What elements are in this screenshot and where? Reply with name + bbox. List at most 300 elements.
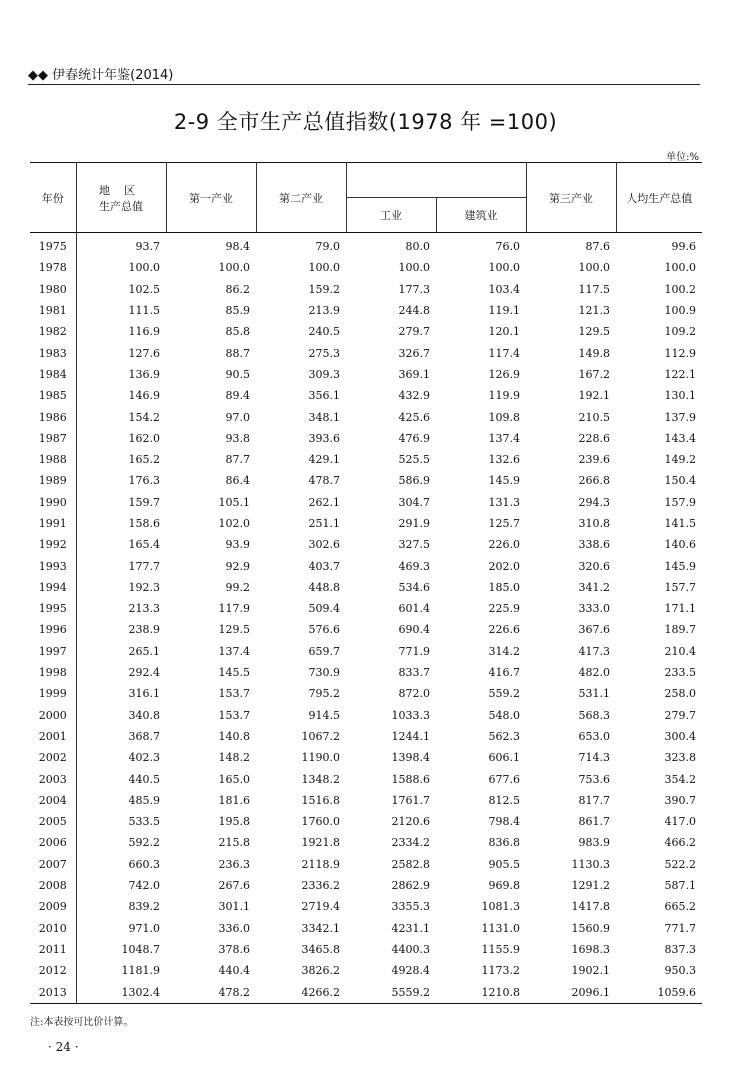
header-tertiary: 第三产业 bbox=[526, 163, 616, 233]
cell-secondary: 1190.0 bbox=[301, 751, 340, 765]
cell-year: 2009 bbox=[30, 896, 76, 917]
cell-secondary: 348.1 bbox=[308, 410, 340, 424]
cell-gdp: 1181.9 bbox=[121, 964, 160, 978]
cell-gdp: 660.3 bbox=[128, 857, 160, 871]
cell-industry: 5559.2 bbox=[346, 981, 436, 1003]
cell-primary: 378.6 bbox=[218, 942, 250, 956]
cell-gdp: 238.9 bbox=[128, 623, 160, 637]
cell-tertiary: 1130.3 bbox=[571, 857, 610, 871]
cell-industry: 534.6 bbox=[398, 580, 430, 594]
cell-tertiary: 568.3 bbox=[578, 708, 610, 722]
page-number: · 24 · bbox=[48, 1040, 79, 1054]
cell-year: 1985 bbox=[30, 385, 76, 406]
cell-construction: 1173.2 bbox=[481, 964, 520, 978]
table-row bbox=[30, 364, 702, 385]
cell-per-capita: 189.7 bbox=[664, 623, 696, 637]
table-row bbox=[30, 470, 702, 491]
cell-primary: 195.8 bbox=[218, 815, 250, 829]
cell-per-capita: 950.3 bbox=[664, 964, 696, 978]
cell-tertiary: 1902.1 bbox=[571, 964, 610, 978]
cell-year: 1981 bbox=[30, 300, 76, 321]
cell-gdp: 340.8 bbox=[128, 708, 160, 722]
cell-year: 2004 bbox=[30, 790, 76, 811]
table-row bbox=[30, 705, 702, 726]
cell-tertiary: 983.9 bbox=[578, 836, 610, 850]
cell-per-capita: 157.9 bbox=[664, 495, 696, 509]
cell-primary: 88.7 bbox=[225, 346, 250, 360]
cell-gdp: 102.5 bbox=[128, 282, 160, 296]
cell-tertiary: 753.6 bbox=[578, 772, 610, 786]
cell-per-capita: 1059.6 bbox=[616, 981, 702, 1003]
cell-primary: 102.0 bbox=[218, 517, 250, 530]
cell-year: 2007 bbox=[30, 854, 76, 875]
cell-industry: 369.1 bbox=[398, 367, 430, 381]
cell-year: 1993 bbox=[30, 555, 76, 576]
cell-tertiary: 1291.2 bbox=[571, 879, 610, 893]
cell-primary: 86.2 bbox=[225, 282, 250, 296]
cell-primary: 97.0 bbox=[225, 410, 250, 424]
cell-secondary: 356.1 bbox=[308, 389, 340, 403]
cell-secondary: 3342.1 bbox=[301, 921, 340, 935]
cell-industry: 833.7 bbox=[398, 666, 430, 680]
cell-year: 1998 bbox=[30, 662, 76, 683]
cell-gdp: 154.2 bbox=[128, 410, 160, 424]
table-body bbox=[30, 233, 702, 1004]
cell-construction: 798.4 bbox=[488, 815, 520, 829]
cell-per-capita: 210.4 bbox=[664, 644, 696, 658]
cell-tertiary: 266.8 bbox=[578, 474, 610, 488]
cell-primary: 301.1 bbox=[218, 900, 250, 914]
cell-secondary: 2118.9 bbox=[301, 857, 340, 871]
book-header: ◆◆ 伊春统计年鉴(2014) bbox=[28, 68, 174, 83]
cell-secondary: 795.2 bbox=[308, 687, 340, 701]
cell-tertiary: 338.6 bbox=[578, 538, 610, 552]
cell-year: 2003 bbox=[30, 768, 76, 789]
cell-gdp: 158.6 bbox=[128, 517, 160, 530]
cell-year: 1987 bbox=[30, 428, 76, 449]
cell-per-capita: 300.4 bbox=[664, 729, 696, 743]
table-row bbox=[30, 321, 702, 342]
cell-industry: 4231.1 bbox=[391, 921, 430, 935]
cell-secondary: 403.7 bbox=[308, 559, 340, 573]
cell-gdp: 1302.4 bbox=[76, 981, 166, 1003]
cell-secondary: 1348.2 bbox=[301, 772, 340, 786]
cell-gdp: 146.9 bbox=[128, 389, 160, 403]
cell-industry: 279.7 bbox=[398, 325, 430, 339]
cell-per-capita: 100.2 bbox=[664, 282, 696, 296]
cell-construction: 125.7 bbox=[488, 517, 520, 530]
cell-primary: 153.7 bbox=[218, 687, 250, 701]
cell-primary: 181.6 bbox=[218, 793, 250, 807]
cell-year: 1990 bbox=[30, 492, 76, 513]
cell-per-capita: 109.2 bbox=[664, 325, 696, 339]
cell-secondary: 262.1 bbox=[308, 495, 340, 509]
cell-year: 1994 bbox=[30, 577, 76, 598]
cell-industry: 432.9 bbox=[398, 389, 430, 403]
cell-construction: 119.1 bbox=[488, 304, 520, 318]
cell-year: 2010 bbox=[30, 918, 76, 939]
cell-secondary: 1760.0 bbox=[301, 815, 340, 829]
cell-primary: 215.8 bbox=[218, 836, 250, 850]
cell-gdp: 165.4 bbox=[128, 538, 160, 552]
cell-per-capita: 100.9 bbox=[664, 304, 696, 318]
table-row bbox=[30, 854, 702, 875]
cell-primary: 148.2 bbox=[218, 751, 250, 765]
cell-construction: 202.0 bbox=[488, 559, 520, 573]
cell-construction: 100.0 bbox=[488, 261, 520, 275]
cell-secondary: 251.1 bbox=[308, 517, 340, 530]
cell-gdp: 533.5 bbox=[128, 815, 160, 829]
cell-secondary: 576.6 bbox=[308, 623, 340, 637]
cell-year: 2006 bbox=[30, 832, 76, 853]
cell-gdp: 93.7 bbox=[135, 240, 160, 254]
cell-secondary: 730.9 bbox=[308, 666, 340, 680]
cell-secondary: 478.7 bbox=[308, 474, 340, 488]
cell-primary: 165.0 bbox=[218, 772, 250, 786]
table-row bbox=[30, 981, 702, 1003]
cell-construction: 126.9 bbox=[488, 367, 520, 381]
cell-primary: 236.3 bbox=[218, 857, 250, 871]
cell-primary: 137.4 bbox=[218, 644, 250, 658]
cell-secondary: 393.6 bbox=[308, 431, 340, 445]
cell-primary: 140.8 bbox=[218, 729, 250, 743]
cell-per-capita: 837.3 bbox=[664, 942, 696, 956]
cell-per-capita: 466.2 bbox=[664, 836, 696, 850]
table-row bbox=[30, 534, 702, 555]
cell-secondary: 2719.4 bbox=[301, 900, 340, 914]
cell-industry: 1244.1 bbox=[391, 729, 430, 743]
cell-per-capita: 140.6 bbox=[664, 538, 696, 552]
table-row bbox=[30, 428, 702, 449]
table-row bbox=[30, 257, 702, 278]
cell-construction: 226.6 bbox=[488, 623, 520, 637]
cell-per-capita: 587.1 bbox=[664, 879, 696, 893]
cell-construction: 117.4 bbox=[488, 346, 520, 360]
cell-gdp: 368.7 bbox=[128, 729, 160, 743]
cell-gdp: 177.7 bbox=[128, 559, 160, 573]
cell-tertiary: 531.1 bbox=[578, 687, 610, 701]
cell-industry: 1761.7 bbox=[391, 793, 430, 807]
cell-primary: 93.8 bbox=[225, 431, 250, 445]
cell-per-capita: 122.1 bbox=[664, 367, 696, 381]
header-primary: 第一产业 bbox=[166, 163, 256, 233]
cell-tertiary: 817.7 bbox=[578, 793, 610, 807]
table-row bbox=[30, 492, 702, 513]
cell-tertiary: 129.5 bbox=[578, 325, 610, 339]
cell-gdp: 742.0 bbox=[128, 879, 160, 893]
cell-per-capita: 323.8 bbox=[664, 751, 696, 765]
cell-gdp: 159.7 bbox=[128, 495, 160, 509]
table-row bbox=[30, 598, 702, 619]
cell-industry: 771.9 bbox=[398, 644, 430, 658]
table-row bbox=[30, 768, 702, 789]
cell-industry: 2862.9 bbox=[391, 879, 430, 893]
cell-tertiary: 100.0 bbox=[578, 261, 610, 275]
cell-year: 2012 bbox=[30, 960, 76, 981]
cell-per-capita: 771.7 bbox=[664, 921, 696, 935]
cell-tertiary: 121.3 bbox=[578, 304, 610, 318]
cell-primary: 85.8 bbox=[225, 325, 250, 339]
cell-construction: 1210.8 bbox=[436, 981, 526, 1003]
cell-industry: 326.7 bbox=[398, 346, 430, 360]
table-row bbox=[30, 406, 702, 427]
cell-secondary: 159.2 bbox=[308, 282, 340, 296]
cell-gdp: 402.3 bbox=[128, 751, 160, 765]
cell-tertiary: 294.3 bbox=[578, 495, 610, 509]
cell-per-capita: 99.6 bbox=[671, 240, 696, 254]
table-row bbox=[30, 342, 702, 363]
cell-secondary: 2336.2 bbox=[301, 879, 340, 893]
cell-primary: 98.4 bbox=[225, 240, 250, 254]
cell-year: 1986 bbox=[30, 406, 76, 427]
table-row bbox=[30, 832, 702, 853]
cell-year: 2000 bbox=[30, 705, 76, 726]
cell-primary: 336.0 bbox=[218, 921, 250, 935]
cell-per-capita: 112.9 bbox=[664, 346, 696, 360]
cell-primary: 92.9 bbox=[225, 559, 250, 573]
cell-gdp: 839.2 bbox=[128, 900, 160, 914]
cell-secondary: 429.1 bbox=[308, 453, 340, 467]
cell-tertiary: 310.8 bbox=[578, 517, 610, 530]
header-per-capita: 人均生产总值 bbox=[616, 163, 702, 233]
cell-tertiary: 192.1 bbox=[578, 389, 610, 403]
cell-gdp: 592.2 bbox=[128, 836, 160, 850]
cell-year: 1980 bbox=[30, 279, 76, 300]
cell-secondary: 213.9 bbox=[308, 304, 340, 318]
cell-industry: 291.9 bbox=[398, 517, 430, 530]
cell-primary: 105.1 bbox=[218, 495, 250, 509]
header-gdp-line2: 生产总值 bbox=[99, 199, 143, 213]
cell-year: 2011 bbox=[30, 939, 76, 960]
cell-gdp: 292.4 bbox=[128, 666, 160, 680]
cell-tertiary: 239.6 bbox=[578, 453, 610, 467]
cell-primary: 145.5 bbox=[218, 666, 250, 680]
unit-label: 单位:% bbox=[666, 152, 699, 163]
cell-construction: 131.3 bbox=[488, 495, 520, 509]
cell-construction: 76.0 bbox=[495, 240, 520, 254]
cell-industry: 525.5 bbox=[398, 453, 430, 467]
cell-year: 1991 bbox=[30, 513, 76, 534]
cell-year: 1997 bbox=[30, 641, 76, 662]
cell-tertiary: 117.5 bbox=[578, 282, 610, 296]
cell-per-capita: 130.1 bbox=[664, 389, 696, 403]
cell-per-capita: 149.2 bbox=[664, 453, 696, 467]
cell-industry: 244.8 bbox=[398, 304, 430, 318]
cell-primary: 89.4 bbox=[225, 389, 250, 403]
cell-industry: 3355.3 bbox=[391, 900, 430, 914]
cell-primary: 99.2 bbox=[225, 580, 250, 594]
cell-construction: 145.9 bbox=[488, 474, 520, 488]
cell-primary: 478.2 bbox=[166, 981, 256, 1003]
cell-per-capita: 279.7 bbox=[664, 708, 696, 722]
cell-industry: 586.9 bbox=[398, 474, 430, 488]
cell-construction: 559.2 bbox=[488, 687, 520, 701]
cell-tertiary: 341.2 bbox=[578, 580, 610, 594]
cell-tertiary: 149.8 bbox=[578, 346, 610, 360]
cell-gdp: 176.3 bbox=[128, 474, 160, 488]
table-row bbox=[30, 726, 702, 747]
cell-construction: 226.0 bbox=[488, 538, 520, 552]
cell-gdp: 111.5 bbox=[128, 304, 160, 318]
cell-tertiary: 861.7 bbox=[578, 815, 610, 829]
cell-per-capita: 141.5 bbox=[664, 517, 696, 530]
cell-tertiary: 167.2 bbox=[578, 367, 610, 381]
cell-per-capita: 417.0 bbox=[664, 815, 696, 829]
cell-construction: 562.3 bbox=[488, 729, 520, 743]
table-row bbox=[30, 300, 702, 321]
cell-tertiary: 1417.8 bbox=[571, 900, 610, 914]
cell-construction: 137.4 bbox=[488, 431, 520, 445]
cell-tertiary: 653.0 bbox=[578, 729, 610, 743]
cell-construction: 314.2 bbox=[488, 644, 520, 658]
cell-year: 1978 bbox=[30, 257, 76, 278]
cell-year: 2001 bbox=[30, 726, 76, 747]
table-row bbox=[30, 449, 702, 470]
cell-year: 2002 bbox=[30, 747, 76, 768]
table-row bbox=[30, 811, 702, 832]
cell-construction: 185.0 bbox=[488, 580, 520, 594]
cell-gdp: 265.1 bbox=[128, 644, 160, 658]
cell-per-capita: 157.7 bbox=[664, 580, 696, 594]
cell-gdp: 116.9 bbox=[128, 325, 160, 339]
cell-industry: 2582.8 bbox=[391, 857, 430, 871]
cell-year: 1975 bbox=[30, 233, 76, 258]
header-construction: 建筑业 bbox=[436, 198, 526, 233]
cell-year: 1984 bbox=[30, 364, 76, 385]
cell-year: 1995 bbox=[30, 598, 76, 619]
cell-industry: 327.5 bbox=[398, 538, 430, 552]
cell-per-capita: 354.2 bbox=[664, 772, 696, 786]
cell-secondary: 1067.2 bbox=[301, 729, 340, 743]
header-secondary: 第二产业 bbox=[256, 163, 346, 233]
table-row bbox=[30, 939, 702, 960]
table-row bbox=[30, 619, 702, 640]
cell-industry: 2334.2 bbox=[391, 836, 430, 850]
cell-construction: 1155.9 bbox=[481, 942, 520, 956]
cell-per-capita: 100.0 bbox=[664, 261, 696, 275]
cell-secondary: 914.5 bbox=[308, 708, 340, 722]
cell-primary: 440.4 bbox=[218, 964, 250, 978]
cell-industry: 177.3 bbox=[398, 282, 430, 296]
table-row bbox=[30, 790, 702, 811]
cell-tertiary: 210.5 bbox=[578, 410, 610, 424]
cell-gdp: 213.3 bbox=[128, 602, 160, 616]
cell-year: 1996 bbox=[30, 619, 76, 640]
table-row bbox=[30, 641, 702, 662]
cell-construction: 606.1 bbox=[488, 751, 520, 765]
header-gdp-line1: 地区 bbox=[99, 183, 149, 197]
table-row bbox=[30, 555, 702, 576]
cell-gdp: 136.9 bbox=[128, 367, 160, 381]
cell-per-capita: 522.2 bbox=[664, 857, 696, 871]
cell-tertiary: 333.0 bbox=[578, 602, 610, 616]
header-industry: 工业 bbox=[346, 198, 436, 233]
cell-primary: 129.5 bbox=[218, 623, 250, 637]
cell-tertiary: 367.6 bbox=[578, 623, 610, 637]
cell-year: 1999 bbox=[30, 683, 76, 704]
cell-construction: 132.6 bbox=[488, 453, 520, 467]
cell-construction: 548.0 bbox=[488, 708, 520, 722]
cell-secondary: 240.5 bbox=[308, 325, 340, 339]
cell-construction: 416.7 bbox=[488, 666, 520, 680]
cell-primary: 90.5 bbox=[225, 367, 250, 381]
cell-tertiary: 417.3 bbox=[578, 644, 610, 658]
cell-secondary: 509.4 bbox=[308, 602, 340, 616]
cell-gdp: 100.0 bbox=[128, 261, 160, 275]
cell-industry: 4400.3 bbox=[391, 942, 430, 956]
cell-industry: 469.3 bbox=[398, 559, 430, 573]
cell-secondary: 448.8 bbox=[308, 580, 340, 594]
table-row bbox=[30, 896, 702, 917]
cell-primary: 100.0 bbox=[218, 261, 250, 275]
cell-tertiary: 320.6 bbox=[578, 559, 610, 573]
table-row bbox=[30, 875, 702, 896]
cell-secondary: 4266.2 bbox=[256, 981, 346, 1003]
cell-tertiary: 2096.1 bbox=[526, 981, 616, 1003]
table-row bbox=[30, 385, 702, 406]
cell-industry: 1588.6 bbox=[391, 772, 430, 786]
cell-year: 1992 bbox=[30, 534, 76, 555]
cell-gdp: 192.3 bbox=[128, 580, 160, 594]
cell-year: 2005 bbox=[30, 811, 76, 832]
table-row bbox=[30, 918, 702, 939]
gdp-index-table bbox=[30, 162, 702, 1004]
cell-per-capita: 258.0 bbox=[664, 687, 696, 701]
header-year: 年份 bbox=[30, 163, 76, 233]
cell-tertiary: 228.6 bbox=[578, 431, 610, 445]
cell-industry: 1398.4 bbox=[391, 751, 430, 765]
cell-industry: 1033.3 bbox=[391, 708, 430, 722]
cell-secondary: 3465.8 bbox=[301, 942, 340, 956]
cell-construction: 677.6 bbox=[488, 772, 520, 786]
table-title: 2-9 全市生产总值指数(1978 年 =100) bbox=[173, 110, 558, 134]
header-secondary-breakdown bbox=[346, 163, 526, 198]
cell-construction: 1131.0 bbox=[481, 921, 520, 935]
cell-secondary: 309.3 bbox=[308, 367, 340, 381]
cell-gdp: 440.5 bbox=[128, 772, 160, 786]
cell-primary: 93.9 bbox=[225, 538, 250, 552]
cell-primary: 267.6 bbox=[218, 879, 250, 893]
cell-construction: 120.1 bbox=[488, 325, 520, 339]
table-row bbox=[30, 279, 702, 300]
table-row bbox=[30, 747, 702, 768]
table-note: 注:本表按可比价计算。 bbox=[30, 1017, 134, 1028]
cell-tertiary: 1560.9 bbox=[571, 921, 610, 935]
cell-industry: 425.6 bbox=[398, 410, 430, 424]
cell-gdp: 485.9 bbox=[128, 793, 160, 807]
cell-per-capita: 390.7 bbox=[664, 793, 696, 807]
cell-primary: 87.7 bbox=[225, 453, 250, 467]
cell-secondary: 659.7 bbox=[308, 644, 340, 658]
cell-gdp: 127.6 bbox=[128, 346, 160, 360]
cell-primary: 153.7 bbox=[218, 708, 250, 722]
table-row bbox=[30, 960, 702, 981]
table-row bbox=[30, 513, 702, 534]
cell-per-capita: 665.2 bbox=[664, 900, 696, 914]
cell-gdp: 1048.7 bbox=[121, 942, 160, 956]
cell-secondary: 275.3 bbox=[308, 346, 340, 360]
cell-industry: 601.4 bbox=[398, 602, 430, 616]
table-row bbox=[30, 233, 702, 258]
cell-per-capita: 150.4 bbox=[664, 474, 696, 488]
cell-tertiary: 87.6 bbox=[585, 240, 610, 254]
cell-gdp: 162.0 bbox=[128, 431, 160, 445]
cell-tertiary: 714.3 bbox=[578, 751, 610, 765]
cell-primary: 117.9 bbox=[218, 602, 250, 616]
cell-industry: 80.0 bbox=[405, 240, 430, 254]
header-gdp bbox=[76, 163, 166, 233]
cell-construction: 812.5 bbox=[488, 793, 520, 807]
